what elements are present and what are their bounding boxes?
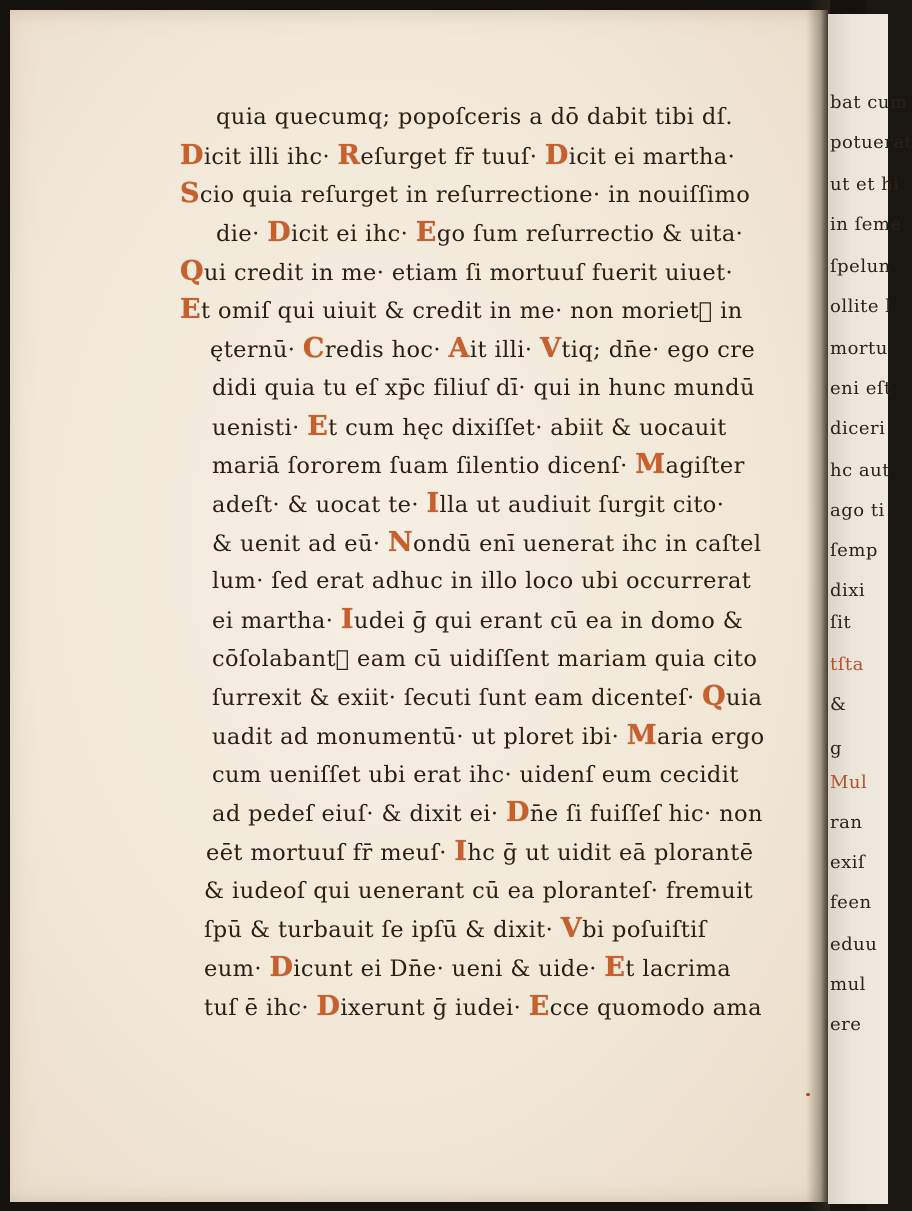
line-text: eſurget fr̄ tuuſ· D (360, 139, 569, 171)
facing-line: mortu (830, 338, 888, 359)
line-text: t omiſ qui uiuit & credit in me· non morietᷣ in (200, 298, 743, 325)
text-line (180, 524, 790, 563)
facing-line: ollite l (830, 296, 892, 317)
line-text: uenisti· E (212, 410, 329, 442)
rubric-initial: C (302, 333, 325, 365)
line-text: ondū enī uenerat ihc in caſtel (413, 530, 762, 557)
facing-line: tſta (830, 654, 864, 675)
rubric-initial: D (267, 217, 292, 249)
text-line (180, 291, 790, 330)
line-text: hc ḡ ut uidit eā plorantē (467, 840, 754, 867)
line-text: quia quecumq; popoſceris a dō dabit tibi dſ. (216, 104, 733, 130)
facing-line: ut et hi (830, 174, 900, 195)
text-line (180, 756, 790, 795)
line-text: cōſolabantᷣ eam cū uidiſſent mariam quia cito (212, 645, 758, 672)
facing-line: exiſ (830, 852, 866, 873)
text-line (180, 678, 790, 717)
line-text: it illi· V (469, 333, 562, 365)
line-text: go ſum reſurrectio & uita· (436, 221, 744, 248)
rubric-initial: M (635, 449, 666, 481)
rubric-initial: I (454, 836, 468, 868)
line-text: udei ḡ qui erant cū ea in domo & (353, 607, 744, 634)
line-text: tuſ ē ihc· D (204, 990, 341, 1022)
line-text: adeſt· & uocat te· I (212, 487, 440, 519)
facing-line: ere (830, 1014, 862, 1035)
facing-line: diceri (830, 418, 886, 439)
facing-line: ago ti (830, 500, 885, 521)
line-text: ſurrexit & exiit· ſecuti ſunt eam dicenteſ· Q (212, 681, 727, 713)
text-line (180, 910, 790, 949)
line-text: ei martha· I (212, 603, 354, 635)
rubric-initial: V (560, 913, 583, 945)
rubric-initial: R (337, 139, 361, 171)
facing-line: & (830, 694, 847, 715)
line-text: & iudeoſ qui uenerant cū ea ploranteſ· fremuit (204, 877, 754, 904)
text-line (180, 485, 790, 524)
text-line (180, 369, 790, 408)
text-line (180, 330, 790, 369)
facing-page-edge (828, 14, 912, 1204)
line-text: uia (726, 685, 763, 712)
line-text: agiſter (665, 453, 745, 480)
rubric-initial: Q (180, 255, 204, 287)
rubric-initial: D (269, 952, 294, 984)
rubric-initial: E (307, 410, 329, 442)
line-text: ſpū & turbauit ſe ipſū & dixit· V (204, 913, 583, 945)
text-line (180, 872, 790, 911)
line-text: icit ei ihc· E (291, 217, 437, 249)
rubric-initial: Q (702, 681, 727, 713)
text-line (180, 137, 790, 176)
page-gutter (806, 0, 830, 1211)
text-column (180, 98, 790, 1027)
line-text: lla ut audiuit ſurgit cito· (439, 491, 725, 518)
facing-line: hc aut (830, 460, 890, 481)
line-text: icit illi ihc· R (203, 139, 361, 171)
text-line (180, 949, 790, 988)
text-line (180, 717, 790, 756)
line-text: ęternū· C (210, 333, 325, 365)
text-line (180, 794, 790, 833)
text-line (180, 640, 790, 679)
line-text: n̄e ſi fuiſſeſ hic· non (529, 801, 763, 828)
line-text: uadit ad monumentū· ut ploret ibi· M (212, 720, 658, 751)
line-text: mariā ſororem ſuam ſilentio dicenſ· M (212, 449, 666, 481)
line-text: ixerunt ḡ iudei· E (340, 990, 550, 1022)
line-text: & uenit ad eū· N (212, 526, 414, 558)
line-text: redis hoc· A (324, 333, 470, 365)
rubric-initial: I (426, 487, 440, 519)
facing-line: eduu (830, 934, 878, 955)
rubric-initial: A (448, 333, 470, 365)
rubric-initial: E (604, 952, 626, 984)
line-text: t cum hęc dixiſſet· abiit & uocauit (328, 414, 727, 441)
line-text: lum· ſed erat adhuc in illo loco ubi occurrerat (212, 568, 752, 595)
line-text: ad pedeſ eiuſ· & dixit ei· D (212, 797, 530, 829)
line-text: die· D (216, 217, 292, 249)
facing-line: ſpelun (830, 256, 891, 277)
line-text: t lacrima (625, 956, 732, 983)
facing-line: ſemp (830, 540, 878, 561)
text-line (180, 408, 790, 447)
facing-line: Mul (830, 772, 868, 793)
rubric-initial: I (340, 603, 354, 635)
line-text: icunt ei D (293, 956, 408, 983)
text-line (180, 214, 790, 253)
text-line (180, 988, 790, 1027)
text-line (180, 253, 790, 292)
line-text: aria ergo (657, 724, 765, 750)
line-text: n̄e· ueni & uide· E (407, 952, 626, 984)
line-text: ui credit in me· etiam ſi mortuuſ fuerit uiuet· (203, 259, 734, 286)
text-line (180, 562, 790, 601)
rubric-initial: E (415, 217, 437, 249)
rubric-initial: N (387, 526, 414, 558)
facing-line: ſit (830, 612, 852, 633)
rubric-initial: S (180, 178, 200, 210)
line-text: tiq; dn̄e· ego cre (561, 337, 756, 364)
line-text: bi poſuiſtiſ (582, 917, 707, 944)
rubric-initial: D (316, 990, 341, 1022)
text-line (180, 833, 790, 872)
line-text: eum· D (204, 952, 294, 984)
facing-line: ran (830, 812, 863, 833)
line-text: didi quia tu eſ xp̄c filiuſ dī· qui in hunc mundū (212, 374, 755, 401)
facing-line: potuerat (830, 132, 912, 153)
facing-line: feen (830, 892, 872, 913)
facing-line: eni eſt (830, 378, 892, 399)
line-text: cio quia reſurget in reſurrectione· in nouiſſimo (199, 182, 751, 209)
line-text: cum ueniſſet ubi erat ihc· uidenſ eum cecidit (212, 761, 739, 788)
text-line (180, 98, 790, 137)
facing-line: g (830, 738, 843, 759)
facing-line: in ſeme (830, 214, 902, 235)
text-line (180, 446, 790, 485)
facing-line: mul (830, 974, 866, 995)
rubric-initial: D (180, 139, 204, 171)
rubric-initial: M (626, 720, 658, 751)
line-text: icit ei martha· (568, 143, 736, 170)
line-text: cce quomodo ama (549, 994, 762, 1021)
rubric-initial: D (506, 797, 530, 829)
manuscript-page (10, 10, 828, 1202)
rubric-initial: V (539, 333, 562, 365)
rubric-initial: D (544, 139, 569, 171)
text-line (180, 175, 790, 214)
facing-line: dixi (830, 580, 866, 601)
facing-line: bat cum (830, 92, 908, 113)
text-line (180, 601, 790, 640)
rubric-initial: E (528, 990, 550, 1022)
line-text: eēt mortuuſ fr̄ meuſ· I (206, 836, 468, 868)
rubric-initial: E (180, 294, 201, 326)
